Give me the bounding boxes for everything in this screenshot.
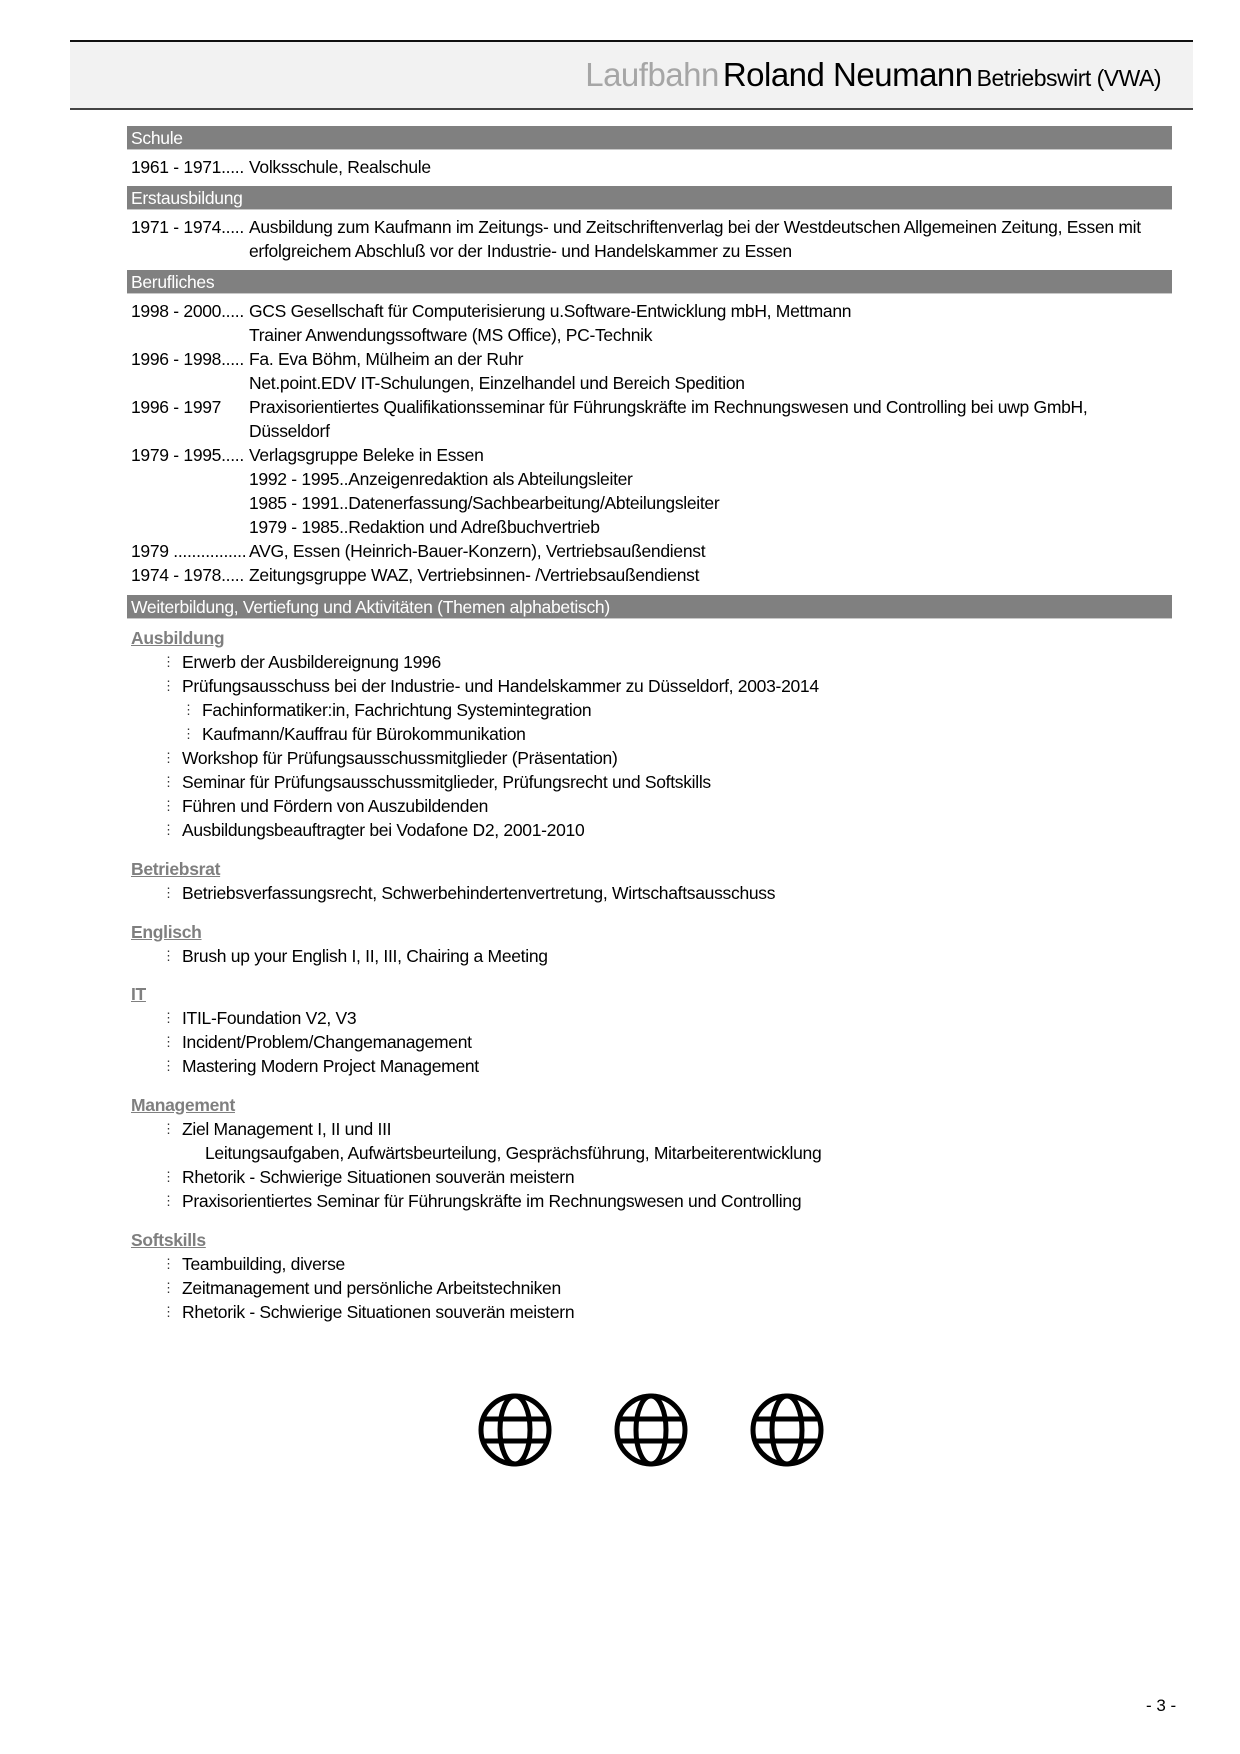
bullet-icon: ⋮ <box>162 678 175 693</box>
category-softskills: Softskills <box>131 1230 206 1250</box>
bullet-icon: ⋮ <box>182 702 195 717</box>
entry-text: Fa. Eva Böhm, Mülheim an der Ruhr <box>249 349 524 369</box>
bullet-icon: ⋮ <box>162 1304 175 1319</box>
list-item: ⋮ ITIL-Foundation V2, V3 <box>162 1008 357 1028</box>
bullet-icon: ⋮ <box>162 1169 175 1184</box>
list-item-nested: ⋮ Kaufmann/Kauffrau für Bürokommunikation <box>182 724 526 744</box>
category-it: IT <box>131 984 146 1004</box>
header-title <box>585 56 1161 94</box>
list-item: ⋮ Prüfungsausschuss bei der Industrie- und Handelskammer zu Düsseldorf, 2003-2014 <box>162 676 819 696</box>
bullet-icon: ⋮ <box>162 1121 175 1136</box>
list-item: ⋮ Brush up your English I, II, III, Chairing a Meeting <box>162 946 548 966</box>
globe-icon[interactable] <box>749 1392 825 1468</box>
entry-date: 1974 - 1978..... <box>131 565 244 585</box>
entry-text-continued: erfolgreichem Abschluß vor der Industrie- und Handelskammer zu Essen <box>249 241 792 261</box>
entry-sub-position: 1979 - 1985..Redaktion und Adreßbuchvertrieb <box>249 517 600 537</box>
section-bar-schule: Schule <box>127 126 1172 150</box>
bullet-icon: ⋮ <box>182 726 195 741</box>
entry-text: Ausbildung zum Kaufmann im Zeitungs- und Zeitschriftenverlag bei der Westdeutschen Allgemeinen Zeitung, Essen mit <box>249 217 1141 237</box>
category-englisch: Englisch <box>131 922 202 942</box>
entry-text: Verlagsgruppe Beleke in Essen <box>249 445 484 465</box>
list-item: ⋮ Führen und Fördern von Auszubildenden <box>162 796 489 816</box>
list-item: ⋮ Zeitmanagement und persönliche Arbeitstechniken <box>162 1278 561 1298</box>
page-header <box>70 40 1193 110</box>
entry-row <box>131 299 852 323</box>
list-item: ⋮ Erwerb der Ausbildereignung 1996 <box>162 652 441 672</box>
bullet-icon: ⋮ <box>162 1010 175 1025</box>
list-item: ⋮ Rhetorik - Schwierige Situationen souverän meistern <box>162 1167 575 1187</box>
list-item: ⋮ Betriebsverfassungsrecht, Schwerbehindertenvertretung, Wirtschaftsausschuss <box>162 883 776 903</box>
bullet-icon: ⋮ <box>162 774 175 789</box>
entry-date: 1979 - 1995..... <box>131 445 244 465</box>
header-label: Laufbahn <box>585 56 719 93</box>
bullet-icon: ⋮ <box>162 1058 175 1073</box>
list-item: ⋮ Ziel Management I, II und III <box>162 1119 392 1139</box>
entry-text: AVG, Essen (Heinrich-Bauer-Konzern), Vertriebsaußendienst <box>249 541 706 561</box>
list-item: ⋮ Praxisorientiertes Seminar für Führungskräfte im Rechnungswesen und Controlling <box>162 1191 802 1211</box>
bullet-icon: ⋮ <box>162 1256 175 1271</box>
entry-row <box>131 215 1141 239</box>
entry-date: 1961 - 1971..... <box>131 157 244 177</box>
list-item: ⋮ Seminar für Prüfungsausschussmitglieder, Prüfungsrecht und Softskills <box>162 772 711 792</box>
bullet-icon: ⋮ <box>162 750 175 765</box>
bullet-icon: ⋮ <box>162 1034 175 1049</box>
globe-icon[interactable] <box>613 1392 689 1468</box>
bullet-icon: ⋮ <box>162 798 175 813</box>
list-item: ⋮ Mastering Modern Project Management <box>162 1056 479 1076</box>
category-betriebsrat: Betriebsrat <box>131 859 221 879</box>
entry-date: 1996 - 1997 <box>131 397 222 417</box>
entry-text-continued: Düsseldorf <box>249 421 330 441</box>
list-item-nested: ⋮ Fachinformatiker:in, Fachrichtung Systemintegration <box>182 700 592 720</box>
entry-row <box>131 539 706 563</box>
list-item: ⋮ Incident/Problem/Changemanagement <box>162 1032 472 1052</box>
category-management: Management <box>131 1095 235 1115</box>
entry-row <box>131 563 700 587</box>
bullet-icon: ⋮ <box>162 885 175 900</box>
header-job-title: Betriebswirt (VWA) <box>976 65 1161 91</box>
entry-text: Zeitungsgruppe WAZ, Vertriebsinnen- /Vertriebsaußendienst <box>249 565 700 585</box>
entry-date: 1996 - 1998..... <box>131 349 244 369</box>
category-ausbildung: Ausbildung <box>131 628 225 648</box>
entry-row <box>131 395 1088 419</box>
list-item: ⋮ Teambuilding, diverse <box>162 1254 345 1274</box>
bullet-icon: ⋮ <box>162 1280 175 1295</box>
page-number: - 3 - <box>1146 1696 1177 1715</box>
section-bar-berufliches: Berufliches <box>127 270 1172 294</box>
bullet-icon: ⋮ <box>162 654 175 669</box>
entry-text-continued: Net.point.EDV IT-Schulungen, Einzelhandel und Bereich Spedition <box>249 373 745 393</box>
entry-text: GCS Gesellschaft für Computerisierung u.Software-Entwicklung mbH, Mettmann <box>249 301 852 321</box>
entry-text-continued: Trainer Anwendungssoftware (MS Office), PC-Technik <box>249 325 653 345</box>
list-item: ⋮ Workshop für Prüfungsausschussmitglieder (Präsentation) <box>162 748 618 768</box>
entry-sub-position: 1985 - 1991..Datenerfassung/Sachbearbeitung/Abteilungsleiter <box>249 493 720 513</box>
header-name: Roland Neumann <box>722 56 973 93</box>
list-item: ⋮ Rhetorik - Schwierige Situationen souverän meistern <box>162 1302 575 1322</box>
entry-row <box>131 155 431 179</box>
entry-date: 1971 - 1974..... <box>131 217 244 237</box>
entry-text: Praxisorientiertes Qualifikationsseminar für Führungskräfte im Rechnungswesen und Controlling bei uwp GmbH, <box>249 397 1088 417</box>
entry-date: 1998 - 2000..... <box>131 301 244 321</box>
list-item: ⋮ Ausbildungsbeauftragter bei Vodafone D2, 2001-2010 <box>162 820 585 840</box>
bullet-icon: ⋮ <box>162 1193 175 1208</box>
entry-sub-position: 1992 - 1995..Anzeigenredaktion als Abteilungsleiter <box>249 469 633 489</box>
entry-row <box>131 443 484 467</box>
section-bar-erstausbildung: Erstausbildung <box>127 186 1172 210</box>
entry-date: 1979 ................ <box>131 541 247 561</box>
section-bar-weiterbildung: Weiterbildung, Vertiefung und Aktivitäten (Themen alphabetisch) <box>127 595 1172 619</box>
bullet-icon: ⋮ <box>162 822 175 837</box>
bullet-icon: ⋮ <box>162 948 175 963</box>
entry-row <box>131 347 524 371</box>
entry-text: Volksschule, Realschule <box>249 157 431 177</box>
globe-icon[interactable] <box>477 1392 553 1468</box>
list-item-continued: Leitungsaufgaben, Aufwärtsbeurteilung, Gesprächsführung, Mitarbeiterentwicklung <box>205 1143 822 1163</box>
